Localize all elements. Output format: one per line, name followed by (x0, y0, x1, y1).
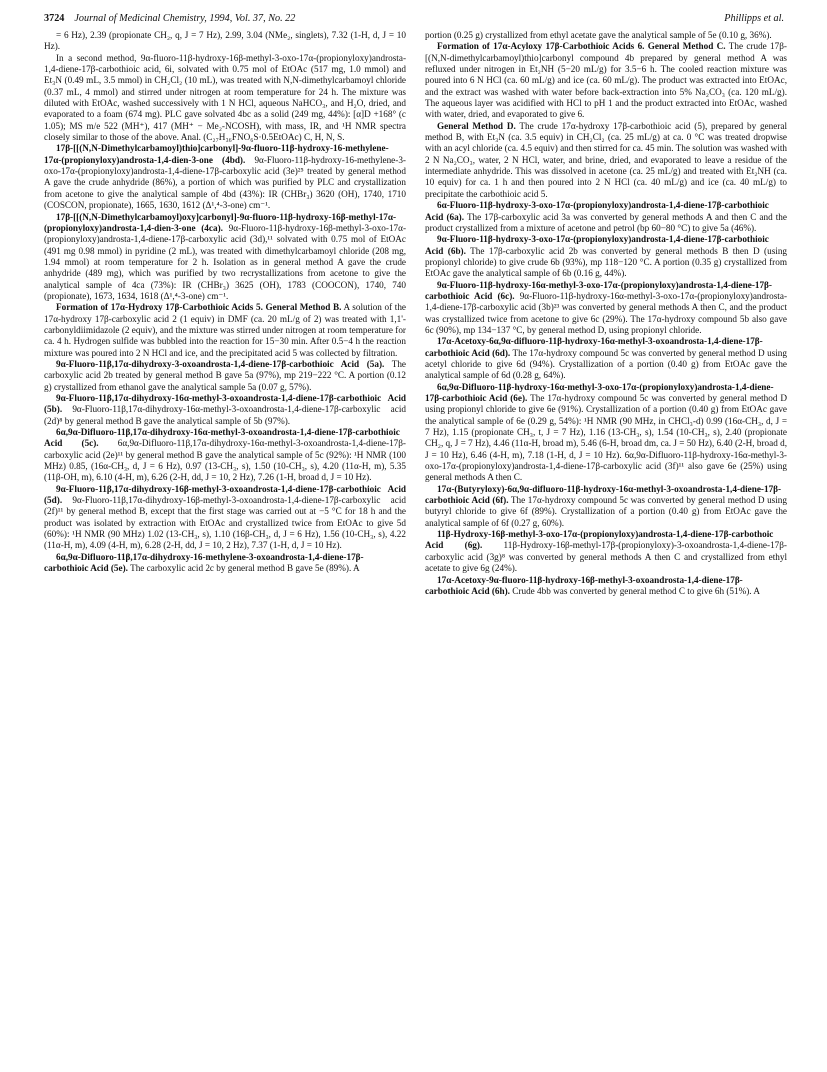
journal-citation: Journal of Medicinal Chemistry, 1994, Vol. 37, No. 22 (74, 13, 296, 24)
right-paragraph (425, 575, 787, 598)
paragraph-text: portion (0.25 g) crystallized from ethyl acetate gave the analytical sample of 5e (0.10 g, 36%). (425, 30, 772, 40)
paragraph-text: The crude 17α-hydroxy 17β-carbothioic acid (5), prepared by general method B, with Et₃N (ca. 3.5 equiv) in CH₂Cl₂ (ca. 25 mL/g) at ca. 0 °C was treated dropwise with an acyl chloride (ca. 4.5 equiv) and then stirred for ca. 45 min. The solution was washed with 2 N Na₂CO₃, water, 2 N HCl, water, and brine, dried, and evaporated to leave a residue of the intermediate anhydride. This was dissolved in acetone (ca. 25 mL/g) and treated with Et₂NH (ca. 10 equiv) for ca. 1 h and then poured into 2 N HCl (ca. 40 mL/g) and ice (ca. 40 mL/g) to precipitate the carbothioic acid 5. (425, 120, 787, 199)
paragraph-text: 9α-Fluoro-11β,17α-dihydroxy-16α-methyl-3-oxoandrosta-1,4-diene-17β-carboxylic acid (2d)⁸ by general method B gave the analytical sample of 5b (97%). (44, 404, 406, 426)
paragraph-text: The 17β-carboxylic acid 2b was converted by general methods B then D (using propionyl chloride) to give crude 6b (93%), mp 118−120 °C. A portion (0.35 g) crystallized from EtOAc gave the analytical sample of 6b (0.16 g, 44%). (425, 245, 787, 279)
paragraph-text: In a second method, 9α-fluoro-11β-hydroxy-16β-methyl-3-oxo-17α-(propionyloxy)androsta-1,4-diene-17β-carbothioic acid, 6i, solvated with 0.75 mol of EtOAc (517 mg, 1.0 mmol) and Et₃N (0.49 mL, 3.5 mmol) in CH₂Cl₂ (10 mL), was treated with N,N-dimethylcarbamoyl chloride (0.37 mL, 4 mmol) and stirred under nitrogen at room temperature for 24 h. The mixture was diluted with EtOAc, washed successively with 1 N HCl, aqueous NaHCO₃, and H₂O, dried, and evaporated to a foam (674 mg). PLC gave solvated 4bc as a solid (249 mg, 44%): [α]D +168° (c 1.05); MS m/e 522 (MH⁺), 417 (MH⁺ − Me₂-NCOSH), with mass, IR, and ¹H NMR spectra closely similar to those of the above. Anal. (C₂₇H₃₆FNO₆S·0.5EtOAc) C, H, N, S. (44, 52, 406, 143)
left-paragraph (44, 484, 406, 552)
paragraph-text: The carboxylic acid 2b treated by general method B gave 5a (97%), mp 219−222 °C. A portion (0.12 g) crystallized from ethanol gave the analytical sample 5a (0.07 g, 57%). (44, 358, 406, 392)
compound-heading: 17α-Acetoxy-6α,9α-difluoro-11β-hydroxy-16α-methyl-3-oxoandrosta-1,4-diene-17β-carbothioic Acid (6d). (425, 336, 763, 358)
right-paragraph (425, 280, 787, 337)
compound-heading: 17α-(Butyryloxy)-6α,9α-difluoro-11β-hydroxy-16α-methyl-3-oxoandrosta-1,4-diene-17β-carbothioic Acid (6f). (425, 483, 782, 506)
compound-heading: 17β-[[(N,N-Dimethylcarbamoyl)thio]carbonyl]-9α-fluoro-11β-hydroxy-16-methylene-17α-(propionyloxy)androsta-1,4-dien-3-one (4bd). (44, 143, 389, 165)
compound-heading: 9α-Fluoro-11β-hydroxy-3-oxo-17α-(propionyloxy)androsta-1,4-diene-17β-carbothioic Acid (6b). (425, 234, 769, 256)
right-paragraph (425, 529, 787, 574)
paragraph-text: The 17α-hydroxy compound 5c was converted by general method D using butyryl chloride to give 6f (89%). Crystallization of a portion (0.40 g) from EtOAc gave the analytical sample of 6f (0.27 g, 60%). (425, 495, 787, 528)
right-paragraph (425, 234, 787, 279)
left-paragraph (44, 53, 406, 144)
running-header (44, 11, 784, 27)
paragraph-text: The carboxylic acid 2c by general method B gave 5e (89%). A (127, 563, 360, 574)
left-paragraph (44, 427, 406, 484)
left-paragraph (44, 212, 406, 303)
paragraph-text: The 17α-hydroxy compound 5c was converted by general method D using propionyl chloride to give 6e (91%). Crystallization of a portion (0.40 g) from EtOAc gave the analytical sample of 6e (0.29 g, 54%): ¹H NMR (90 MHz, in CHCl₃-d) 0.99 (16α-CH₃, d, J = 7 Hz), 1.15 (propionate CH₃, t, J = 7 Hz), 1.16 (13-CH₃, s), 1.54 (10-CH₃, s), 2.40 (propionate CH₂, q, J = 7 Hz), 4.46 (11α-H, broad m), 5.46 (6-H, broad dm, ca. J = 50 Hz), 6.40 (2-H, broad d, J = 10 Hz), 6.46 (4-H, m), 7.18 (1-H, d, J = 10 Hz). 6α,9α-Difluoro-11β-hydroxy-16α-methyl-3-oxo-17α-(propionyloxy)androsta-1,4-diene-17β-carboxylic acid (3f)¹¹ also gave 6e (25%) using general methods A then C. (425, 393, 787, 483)
compound-heading: 6α,9α-Difluoro-11β-hydroxy-16α-methyl-3-oxo-17α-(propionyloxy)androsta-1,4-diene-17β-carbothioic Acid (6e). (425, 381, 774, 403)
left-paragraph (44, 552, 406, 575)
compound-heading: 6α-Fluoro-11β-hydroxy-3-oxo-17α-(propionyloxy)androsta-1,4-diene-17β-carbothioic Acid (6a). (425, 200, 769, 222)
compound-heading: Formation of 17α-Acyloxy 17β-Carbothioic Acids 6. General Method C. (437, 41, 726, 52)
paragraph-text: The 17β-carboxylic acid 3a was converted by general methods A and then C and the product crystallized from a mixture of acetone and petrol (bp 60−80 °C) to give 5a (46%). (425, 211, 787, 233)
compound-heading: 9α-Fluoro-11β,17α-dihydroxy-16α-methyl-3-oxoandrosta-1,4-diene-17β-carbothioic Acid (5b). (44, 393, 406, 415)
paragraph-text: Crude 4bb was converted by general method C to give 6h (51%). A (509, 585, 761, 596)
compound-heading: 17α-Acetoxy-9α-fluoro-11β-hydroxy-16β-methyl-3-oxoandrosta-1,4-diene-17β-carbothioic Acid (6h). (425, 574, 743, 596)
paragraph-text: A solution of the 17α-hydroxy 17β-carboxylic acid 2 (1 equiv) in DMF (ca. 20 mL/g of 2) was treated with 1,1'-carbonyldiimidazole (2 equiv), and the mixture was stirred under nitrogen at room temperature for ca. 4 h. Hydrogen sulfide was bubbled into the reaction for 15−30 min. After 0.5−4 h the reaction mixture was poured into 2 N HCl and ice, and the precipitated acid 5 was collected by filtration. (44, 302, 406, 358)
right-paragraph (425, 30, 787, 41)
paragraph-text: 9α-Fluoro-11β-hydroxy-16-methylene-3-oxo-17α-(propionyloxy)androsta-1,4-diene-17β-carboxylic acid (3e)²⁵ treated by general method A gave the crude anhydride (86%), a portion of which was purified by PLC and crystallization from acetone to give the analytical sample of 4bd (43%): IR (CHBr₃) 3620 (OH), 1740, 1710 (COSCON, propionate), 1665, 1630, 1612 (Δ¹,⁴-3-one) cm⁻¹. (44, 154, 406, 211)
compound-heading: 6α,9α-Difluoro-11β,17α-dihydroxy-16α-methyl-3-oxoandrosta-1,4-diene-17β-carbothioic Acid (5c). (44, 427, 400, 449)
paragraph-text: 9α-Fluoro-11β-hydroxy-16β-methyl-3-oxo-17α-(propionyloxy)androsta-1,4-diene-17β-carboxylic acid (3d),¹¹ solvated with 0.75 mol of EtOAc (491 mg 0.98 mmol) in pyridine (2 mL), was treated with dimethylcarbamoyl chloride (208 mg, 1.94 mmol) at room temperature for 2 h. Isolation as in general method A gave the crude anhydride (489 mg), which was purified by two recrystallizations from acetone to give the analytical sample of 4ca (73%): IR (CHBr₃) 3625 (OH), 1783 (COOCON), 1740, 740 (propionate), 1673, 1634, 1618 (Δ¹,⁴-3-one) cm⁻¹. (44, 222, 406, 301)
paragraph-text: = 6 Hz), 2.39 (propionate CH₂, q, J = 7 Hz), 2.99, 3.04 (NMe₂, singlets), 7.32 (1-H, d, J = 10 Hz). (44, 30, 406, 52)
running-author: Phillipps et al. (724, 13, 784, 24)
compound-heading: Formation of 17α-Hydroxy 17β-Carbothioic Acids 5. General Method B. (56, 302, 342, 313)
compound-heading: 17β-[[(N,N-Dimethylcarbamoyl)oxy]carbonyl]-9α-fluoro-11β-hydroxy-16β-methyl-17α-(propionyloxy)androsta-1,4-dien-3-one (4ca). (44, 211, 397, 233)
left-column (44, 30, 406, 1064)
paragraph-text: The 17α-hydroxy compound 5c was converted by general method D using acetyl chloride to give 6d (94%). Crystallization of a portion (0.40 g) from EtOAc gave the analytical sample of 6d (0.28 g, 64%). (425, 347, 787, 381)
right-paragraph (425, 121, 787, 200)
right-paragraph (425, 484, 787, 529)
right-paragraph (425, 200, 787, 234)
left-paragraph (44, 143, 406, 211)
compound-heading: General Method D. (437, 120, 516, 131)
paragraph-text: 6α,9α-Difluoro-11β,17α-dihydroxy-16α-methyl-3-oxoandrosta-1,4-diene-17β-carboxylic acid (2e)¹¹ by general method B gave the analytical sample of 5c (92%): ¹H NMR (100 MHz) 0.85, (16α-CH₃, d, J = 6 Hz), 0.97 (13-CH₃, s), 1.50 (10-CH₃, s), 4.20 (11α-H, m), 5.35 (11β-OH, m), 6.10 (4-H, m), 6.26 (2-H, dd, J = 10, 2 Hz), 7.26 (1-H, broad d, J = 10 Hz). (44, 438, 406, 483)
compound-heading: 11β-Hydroxy-16β-methyl-3-oxo-17α-(propionyloxy)androsta-1,4-diene-17β-carbothoic Acid (6g). (425, 529, 774, 551)
page-number: 3724 (44, 13, 65, 24)
compound-heading: 9α-Fluoro-11β-hydroxy-16α-methyl-3-oxo-17α-(propionyloxy)androsta-1,4-diene-17β-carbothioic Acid (6c). (425, 279, 772, 301)
compound-heading: 6α,9α-Difluoro-11β,17α-dihydroxy-16-methylene-3-oxoandrosta-1,4-diene-17β-carbothioic Acid (5e). (44, 551, 364, 574)
compound-heading: 9α-Fluoro-11β,17α-dihydroxy-3-oxoandrosta-1,4-diene-17β-carbothioic Acid (5a). (56, 358, 385, 369)
paragraph-text: 9α-Fluoro-11β,17α-dihydroxy-16β-methyl-3-oxoandrosta-1,4-diene-17β-carboxylic acid (2f)¹¹ by general method B, except that the first stage was carried out at −5 °C for 18 h and the product was isolated by extraction with EtOAc and crystallized twice from EtOAc to give 5d (60%): ¹H NMR (90 MHz) 1.02 (13-CH₃, s), 1.10 (16β-CH₃, d, J = 6 Hz), 1.56 (10-CH₃, s), 4.22 (11α-H, m), 4.09 (4-H, m), 6.28 (2-H, dd, J = 10, 2 Hz), 7.37 (1-H, d, J = 10 Hz). (44, 495, 406, 551)
right-paragraph (425, 41, 787, 120)
right-paragraph (425, 382, 787, 484)
left-paragraph (44, 359, 406, 393)
paragraph-text: 11β-Hydroxy-16β-methyl-17β-(propionyloxy)-3-oxoandrosta-1,4-diene-17β-carboxylic acid (3g)⁸ was converted by general methods A then C and crystallized from ethyl acetate to give 6g (24%). (425, 540, 787, 574)
right-column (425, 30, 787, 1064)
paragraph-text: The crude 17β-[(N,N-dimethylcarbamoyl)thio]carbonyl compound 4b prepared by general method A was refluxed under nitrogen in Et₂NH (5−20 mL/g) for 3.5−6 h. The cooled reaction mixture was poured into 6 N HCl (ca. 60 mL/g) and ice (ca. 60 mL/g). The product was extracted into EtOAc, and the extract was washed with water before back-extraction into 5% Na₂CO₃ (ca. 120 mL/g). The aqueous layer was acidified with HCl to pH 1 and the product extracted into EtOAc, washed with water, dried, and evaporated to give 6. (425, 41, 787, 120)
right-paragraph (425, 336, 787, 381)
left-paragraph (44, 30, 406, 53)
left-paragraph (44, 302, 406, 359)
left-paragraph (44, 393, 406, 427)
compound-heading: 9α-Fluoro-11β,17α-dihydroxy-16β-methyl-3-oxoandrosta-1,4-diene-17β-carbothioic Acid (5d). (44, 483, 406, 506)
paragraph-text: 9α-Fluoro-11β-hydroxy-16α-methyl-3-oxo-17α-(propionyloxy)androsta-1,4-diene-17β-carboxylic acid (3b)²³ was converted by general methods A then C, and the product was crystallized twice from acetone to give 6c (29%). The 17α-hydroxy compound 5b also gave 6c (90%), mp 134−137 °C, by general method D, using propionyl chloride. (425, 290, 787, 335)
